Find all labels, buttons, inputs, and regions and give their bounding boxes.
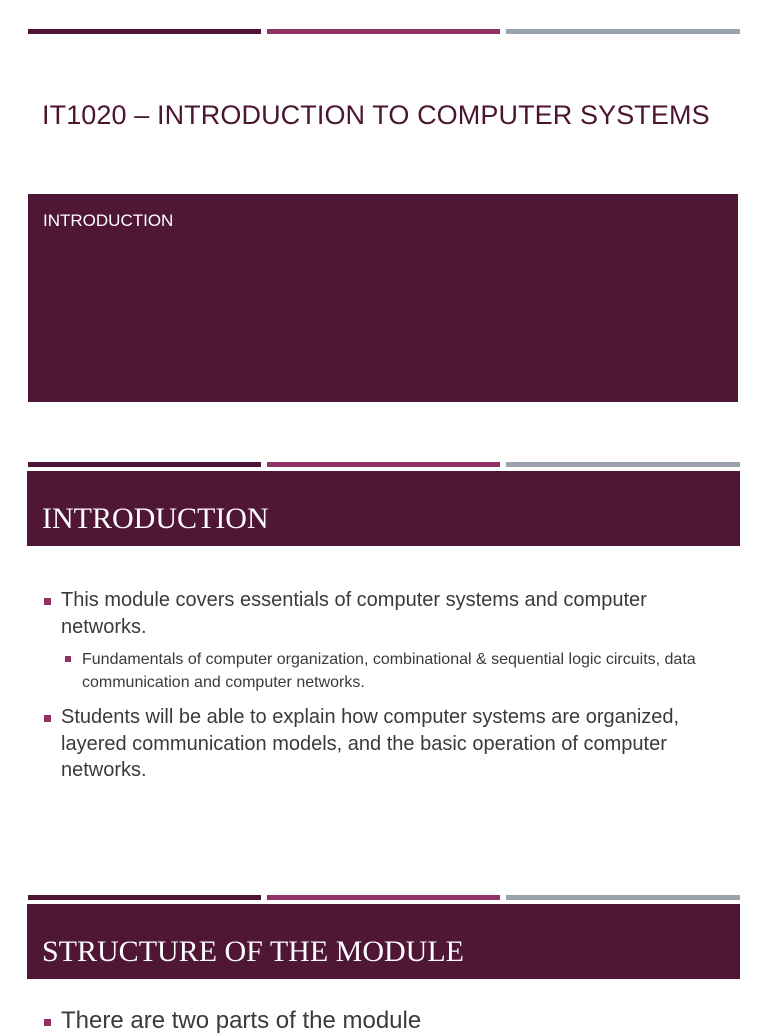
accent-bar-magenta [267, 462, 500, 467]
accent-bar-dark [28, 462, 261, 467]
accent-bar-magenta [267, 895, 500, 900]
accent-bar-gray [506, 895, 740, 900]
slide1-accent-bars [28, 29, 740, 34]
bullet-item: Students will be able to explain how computer systems are organized, layered communication models, and the basic operation of computer networks. [42, 704, 722, 784]
accent-bar-dark [28, 895, 261, 900]
slide1-subtitle-band [28, 194, 738, 402]
bullet-item: There are two parts of the module [42, 1008, 722, 1035]
bullet-item: This module covers essentials of computer systems and computer networks. [42, 587, 722, 640]
slide3-content [42, 1008, 722, 1035]
slide3-accent-bars [28, 895, 740, 900]
accent-bar-dark [28, 29, 261, 34]
accent-bar-gray [506, 462, 740, 467]
slide3-header-band [27, 904, 740, 979]
slide2-heading: INTRODUCTION [42, 502, 269, 535]
accent-bar-gray [506, 29, 740, 34]
slide2-header-band [27, 471, 740, 546]
accent-bar-magenta [267, 29, 500, 34]
slide2-accent-bars [28, 462, 740, 467]
slide2-content [42, 587, 722, 784]
slide1-subtitle: INTRODUCTION [43, 211, 174, 230]
sub-bullet-item: Fundamentals of computer organization, combinational & sequential logic circuits, data communication and computer networks. [63, 648, 722, 694]
slide3-heading: STRUCTURE OF THE MODULE [42, 935, 464, 968]
slide1-title: IT1020 – INTRODUCTION TO COMPUTER SYSTEMS [42, 100, 710, 130]
